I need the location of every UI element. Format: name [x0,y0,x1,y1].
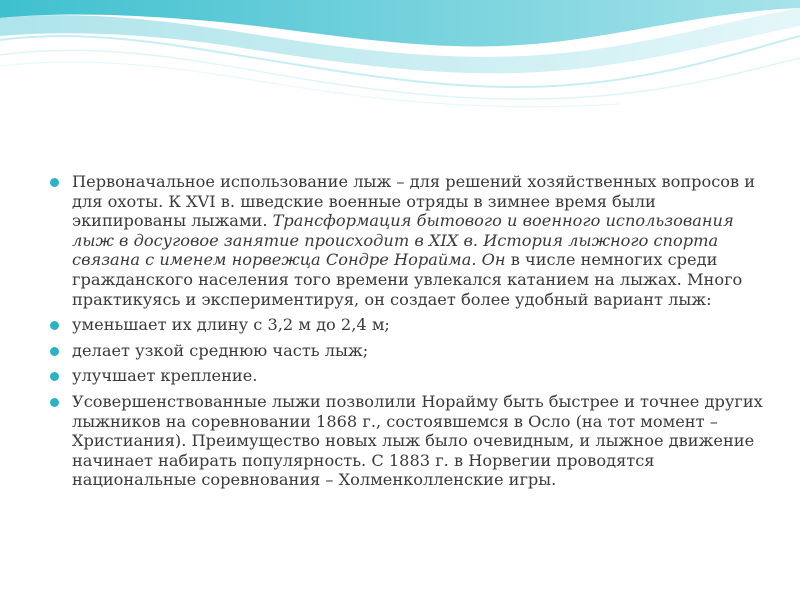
slide-body [50,172,766,496]
bullet-list [50,172,766,490]
bullet-item [50,392,766,490]
bullet-dot-icon [50,321,59,330]
bullet-dot-icon [50,178,59,187]
bullet-text: делает узкой среднюю часть лыж; [72,340,369,360]
bullet-item [50,366,766,386]
bullet-item [50,315,766,335]
bullet-text: Усовершенствованные лыжи позволили Норайму быть быстрее и точнее других лыжников на соревновании 1868 г., состоявшемся в Осло (на тот момент – Христиания). Преимущество новых лыж было очевидным, и лыжное движение начинает набирать популярность. С 1883 г. в Норвегии проводятся национальные соревнования – Холменколленские игры. [72,391,763,490]
bullet-item [50,172,766,309]
bullet-text: Первоначальное использование лыж – для решений хозяйственных вопросов и для охоты. К XVI в. шведские военные отряды в зимнее время были экипированы лыжами. [72,172,756,231]
bullet-item [50,341,766,361]
bullet-text: в числе немногих среди гражданского населения того времени увлекался катанием на лыжах. Много практикуясь и экспериментируя, он создает более удобный вариант лыж: [72,250,743,309]
bullet-dot-icon [50,372,59,381]
bullet-dot-icon [50,347,59,356]
bullet-text: улучшает крепление. [72,366,258,386]
bullet-text-italic: Трансформация бытового и военного использования лыж в досуговое занятие происходит в XIX в. История лыжного спорта связана с именем норвежца Сондре Норайма. Он [72,211,734,270]
bullet-dot-icon [50,398,59,407]
decorative-wave-header [0,0,800,110]
bullet-text: уменьшает их длину с 3,2 м до 2,4 м; [72,315,390,335]
